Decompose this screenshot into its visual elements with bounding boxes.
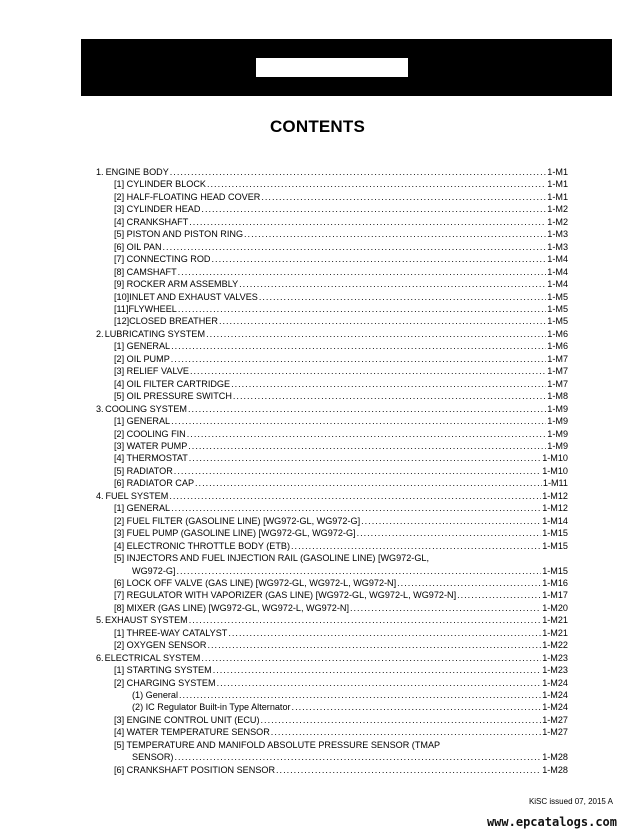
toc-page-number: 1-M23: [542, 665, 568, 676]
toc-leader-dots: [457, 589, 541, 601]
toc-page-number: 1-M2: [547, 204, 568, 215]
toc-entry-text: [10]INLET AND EXHAUST VALVES: [114, 291, 258, 302]
toc-page-number: 1-M21: [542, 627, 568, 638]
toc-page-number: 1-M2: [547, 216, 568, 227]
toc-entry-text: ELECTRICAL SYSTEM: [104, 652, 201, 663]
toc-leader-dots: [212, 253, 547, 265]
toc-row[interactable]: [96, 490, 568, 502]
toc-page-number: 1-M3: [547, 241, 568, 252]
toc-leader-dots: [188, 403, 546, 415]
toc-page-number: 1-M24: [542, 702, 568, 713]
toc-row[interactable]: [96, 428, 568, 440]
toc-page-number: 1-M4: [547, 279, 568, 290]
page-title: CONTENTS: [269, 117, 366, 136]
toc-row[interactable]: [96, 166, 568, 178]
toc-leader-dots: [206, 328, 546, 340]
toc-page-number: 1-M12: [542, 490, 568, 501]
toc-entry-text: [5] TEMPERATURE AND MANIFOLD ABSOLUTE PRESSURE SENSOR (TMAP: [114, 739, 441, 750]
toc-leader-dots: [357, 527, 542, 539]
toc-page-number: 1-M7: [547, 353, 568, 364]
toc-leader-dots: [201, 203, 546, 215]
toc-page-number: 1-M15: [542, 540, 568, 551]
toc-page-number: 1-M20: [542, 602, 568, 613]
toc-entry-text: [1] GENERAL: [114, 341, 171, 352]
toc-row[interactable]: [96, 565, 568, 577]
toc-entry-text: EXHAUST SYSTEM: [105, 615, 188, 626]
toc-page-number: 1-M23: [542, 652, 568, 663]
toc-entry-text: [9] ROCKER ARM ASSEMBLY: [114, 279, 239, 290]
toc-row[interactable]: [96, 515, 568, 527]
watermark: www.epcatalogs.com: [486, 815, 617, 829]
toc-row[interactable]: [96, 664, 568, 676]
toc-row[interactable]: [96, 726, 568, 738]
toc-leader-dots: [350, 602, 541, 614]
toc-leader-dots: [188, 440, 546, 452]
toc-page-number: 1-M1: [547, 179, 568, 190]
toc-entry-text: [2] FUEL FILTER (GASOLINE LINE) [WG972-GL, WG972-G]: [114, 515, 361, 526]
toc-page-number: 1-M1: [547, 191, 568, 202]
header-bar: [81, 39, 612, 96]
toc-row[interactable]: [96, 751, 568, 763]
toc-page-number: 1-M15: [542, 565, 568, 576]
toc-row[interactable]: [96, 266, 568, 278]
toc-row[interactable]: [96, 303, 568, 315]
toc-leader-dots: [397, 577, 541, 589]
toc-entry-text: [6] OIL PAN: [114, 241, 162, 252]
toc-page-number: 1-M5: [547, 316, 568, 327]
toc-leader-dots: [163, 241, 547, 253]
toc-entry-text: [3] WATER PUMP: [114, 440, 188, 451]
toc-section-number: 4.: [96, 490, 104, 501]
toc-leader-dots: [189, 614, 542, 626]
toc-row[interactable]: [96, 365, 568, 377]
toc-row[interactable]: [96, 203, 568, 215]
toc-leader-dots: [271, 726, 541, 738]
toc-row[interactable]: [96, 614, 568, 626]
toc-leader-dots: [244, 228, 546, 240]
toc-row[interactable]: [96, 552, 568, 564]
toc-entry-text: WG972-G]: [132, 565, 176, 576]
toc-leader-dots: [189, 452, 541, 464]
toc-page-number: 1-M27: [542, 714, 568, 725]
toc-leader-dots: [178, 266, 547, 278]
toc-leader-dots: [171, 353, 547, 365]
toc-row[interactable]: [96, 627, 568, 639]
toc-entry-text: [2] COOLING FIN: [114, 428, 186, 439]
toc-leader-dots: [291, 540, 541, 552]
toc-page-number: 1-M9: [547, 403, 568, 414]
toc-row[interactable]: [96, 452, 568, 464]
table-of-contents: [96, 166, 568, 776]
toc-row[interactable]: [96, 291, 568, 303]
toc-entry-text: [1] STARTING SYSTEM: [114, 665, 212, 676]
toc-leader-dots: [187, 428, 547, 440]
toc-leader-dots: [174, 751, 541, 763]
toc-leader-dots: [171, 415, 546, 427]
toc-row[interactable]: [96, 639, 568, 651]
toc-page-number: 1-M6: [547, 328, 568, 339]
toc-leader-dots: [169, 490, 541, 502]
toc-entry-text: [6] RADIATOR CAP: [114, 478, 195, 489]
toc-leader-dots: [233, 390, 546, 402]
toc-entry-text: [3] ENGINE CONTROL UNIT (ECU): [114, 714, 260, 725]
toc-page-number: 1-M11: [542, 478, 568, 489]
toc-entry-text: [3] CYLINDER HEAD: [114, 204, 201, 215]
toc-row[interactable]: [96, 253, 568, 265]
toc-leader-dots: [239, 278, 546, 290]
toc-row[interactable]: [96, 701, 568, 713]
toc-page-number: 1-M5: [547, 303, 568, 314]
toc-page-number: 1-M14: [542, 515, 568, 526]
toc-page-number: 1-M4: [547, 266, 568, 277]
toc-entry-text: [5] PISTON AND PISTON RING: [114, 229, 244, 240]
toc-leader-dots: [213, 664, 542, 676]
toc-entry-text: [6] LOCK OFF VALVE (GAS LINE) [WG972-GL, WG972-L, WG972-N]: [114, 577, 397, 588]
toc-page-number: 1-M17: [542, 590, 568, 601]
toc-leader-dots: [171, 340, 546, 352]
toc-leader-dots: [207, 178, 546, 190]
toc-page-number: 1-M3: [547, 229, 568, 240]
toc-leader-dots: [179, 689, 541, 701]
toc-page-number: 1-M7: [547, 366, 568, 377]
toc-entry-text: [5] RADIATOR: [114, 465, 173, 476]
toc-entry-text: [4] ELECTRONIC THROTTLE BODY (ETB): [114, 540, 291, 551]
toc-entry-text: [5] INJECTORS AND FUEL INJECTION RAIL (GASOLINE LINE) [WG972-GL,: [114, 553, 429, 564]
toc-leader-dots: [189, 216, 546, 228]
toc-leader-dots: [276, 764, 541, 776]
toc-page-number: 1-M28: [542, 764, 568, 775]
toc-page-number: 1-M9: [547, 416, 568, 427]
toc-page-number: 1-M1: [547, 167, 568, 177]
toc-row[interactable]: [96, 540, 568, 552]
toc-page-number: 1-M9: [547, 440, 568, 451]
toc-entry-text: [8] MIXER (GAS LINE) [WG972-GL, WG972-L, WG972-N]: [114, 602, 349, 613]
toc-page-number: 1-M16: [542, 577, 568, 588]
toc-entry-text: [3] RELIEF VALVE: [114, 366, 189, 377]
toc-row[interactable]: [96, 589, 568, 601]
toc-page-number: 1-M28: [542, 752, 568, 763]
toc-page-number: 1-M10: [542, 465, 568, 476]
toc-row[interactable]: [96, 764, 568, 776]
toc-row[interactable]: [96, 652, 568, 664]
toc-row[interactable]: [96, 739, 568, 751]
toc-entry-text: [7] REGULATOR WITH VAPORIZER (GAS LINE) [WG972-GL, WG972-L, WG972-N]: [114, 590, 457, 601]
toc-entry-text: [4] OIL FILTER CARTRIDGE: [114, 378, 231, 389]
toc-page-number: 1-M22: [542, 640, 568, 651]
toc-page-number: 1-M12: [542, 503, 568, 514]
toc-section-number: 1.: [96, 167, 104, 177]
toc-leader-dots: [176, 565, 541, 577]
toc-leader-dots: [178, 303, 546, 315]
toc-entry-text: [3] FUEL PUMP (GASOLINE LINE) [WG972-GL, WG972-G]: [114, 528, 356, 539]
toc-row[interactable]: [96, 353, 568, 365]
toc-entry-text: SENSOR): [132, 752, 174, 763]
toc-leader-dots: [217, 677, 542, 689]
toc-leader-dots: [201, 652, 541, 664]
toc-page-number: 1-M24: [542, 677, 568, 688]
toc-leader-dots: [174, 465, 541, 477]
toc-entry-text: COOLING SYSTEM: [105, 403, 187, 414]
toc-row[interactable]: [96, 502, 568, 514]
toc-page-number: 1-M27: [542, 727, 568, 738]
toc-leader-dots: [261, 714, 542, 726]
toc-page-number: 1-M10: [542, 453, 568, 464]
toc-entry-text: [8] CAMSHAFT: [114, 266, 177, 277]
toc-entry-text: [2] OIL PUMP: [114, 353, 170, 364]
toc-row[interactable]: [96, 677, 568, 689]
toc-entry-text: [5] OIL PRESSURE SWITCH: [114, 391, 232, 402]
toc-page-number: 1-M8: [547, 391, 568, 402]
toc-row[interactable]: [96, 465, 568, 477]
toc-row[interactable]: [96, 577, 568, 589]
toc-entry-text: [12]CLOSED BREATHER: [114, 316, 218, 327]
toc-entry-text: ENGINE BODY: [105, 167, 169, 177]
toc-leader-dots: [361, 515, 541, 527]
toc-entry-text: (1) General: [132, 690, 178, 701]
toc-row[interactable]: [96, 228, 568, 240]
toc-leader-dots: [231, 378, 546, 390]
toc-section-number: 6.: [96, 652, 104, 663]
toc-row[interactable]: [96, 390, 568, 402]
toc-row[interactable]: [96, 178, 568, 190]
toc-entry-text: [7] CONNECTING ROD: [114, 254, 211, 265]
toc-leader-dots: [207, 639, 541, 651]
toc-row[interactable]: [96, 602, 568, 614]
toc-entry-text: [2] OXYGEN SENSOR: [114, 640, 207, 651]
toc-page-number: 1-M15: [542, 528, 568, 539]
toc-section-number: 2.: [96, 328, 104, 339]
toc-row[interactable]: [96, 315, 568, 327]
toc-entry-text: [4] CRANKSHAFT: [114, 216, 189, 227]
header-label-box: [256, 58, 408, 77]
toc-page-number: 1-M24: [542, 690, 568, 701]
toc-page-number: 1-M21: [542, 615, 568, 626]
toc-row[interactable]: [96, 403, 568, 415]
toc-section-number: 5.: [96, 615, 104, 626]
toc-entry-text: [1] THREE-WAY CATALYST: [114, 627, 228, 638]
toc-entry-text: [11]FLYWHEEL: [114, 303, 177, 314]
toc-section-number: 3.: [96, 403, 104, 414]
toc-row[interactable]: [96, 415, 568, 427]
toc-page-number: 1-M6: [547, 341, 568, 352]
toc-row[interactable]: [96, 216, 568, 228]
toc-entry-text: [4] THERMOSTAT: [114, 453, 188, 464]
toc-page-number: 1-M9: [547, 428, 568, 439]
toc-row[interactable]: [96, 714, 568, 726]
toc-row[interactable]: [96, 378, 568, 390]
toc-entry-text: (2) IC Regulator Built-in Type Alternator: [132, 702, 291, 713]
toc-leader-dots: [261, 191, 546, 203]
toc-row[interactable]: [96, 527, 568, 539]
toc-entry-text: [2] HALF-FLOATING HEAD COVER: [114, 191, 261, 202]
toc-page-number: 1-M4: [547, 254, 568, 265]
toc-leader-dots: [292, 701, 542, 713]
toc-row[interactable]: [96, 191, 568, 203]
toc-entry-text: [2] CHARGING SYSTEM: [114, 677, 216, 688]
toc-row[interactable]: [96, 278, 568, 290]
toc-page-number: 1-M7: [547, 378, 568, 389]
issue-note: KiSC issued 07, 2015 A: [528, 797, 613, 806]
toc-leader-dots: [170, 166, 547, 178]
toc-leader-dots: [228, 627, 541, 639]
toc-row[interactable]: [96, 440, 568, 452]
toc-leader-dots: [259, 291, 546, 303]
toc-row[interactable]: [96, 328, 568, 340]
toc-leader-dots: [219, 315, 546, 327]
toc-entry-text: [4] WATER TEMPERATURE SENSOR: [114, 727, 270, 738]
toc-entry-text: [1] GENERAL: [114, 503, 171, 514]
toc-leader-dots: [171, 502, 541, 514]
toc-entry-text: [1] CYLINDER BLOCK: [114, 179, 206, 190]
toc-row[interactable]: [96, 241, 568, 253]
toc-leader-dots: [195, 477, 542, 489]
toc-row[interactable]: [96, 689, 568, 701]
toc-row[interactable]: [96, 477, 568, 489]
toc-entry-text: [1] GENERAL: [114, 416, 171, 427]
toc-page-number: 1-M5: [547, 291, 568, 302]
toc-entry-text: FUEL SYSTEM: [105, 490, 169, 501]
toc-entry-text: [6] CRANKSHAFT POSITION SENSOR: [114, 764, 276, 775]
toc-row[interactable]: [96, 340, 568, 352]
toc-leader-dots: [190, 365, 546, 377]
toc-entry-text: LUBRICATING SYSTEM: [104, 328, 206, 339]
